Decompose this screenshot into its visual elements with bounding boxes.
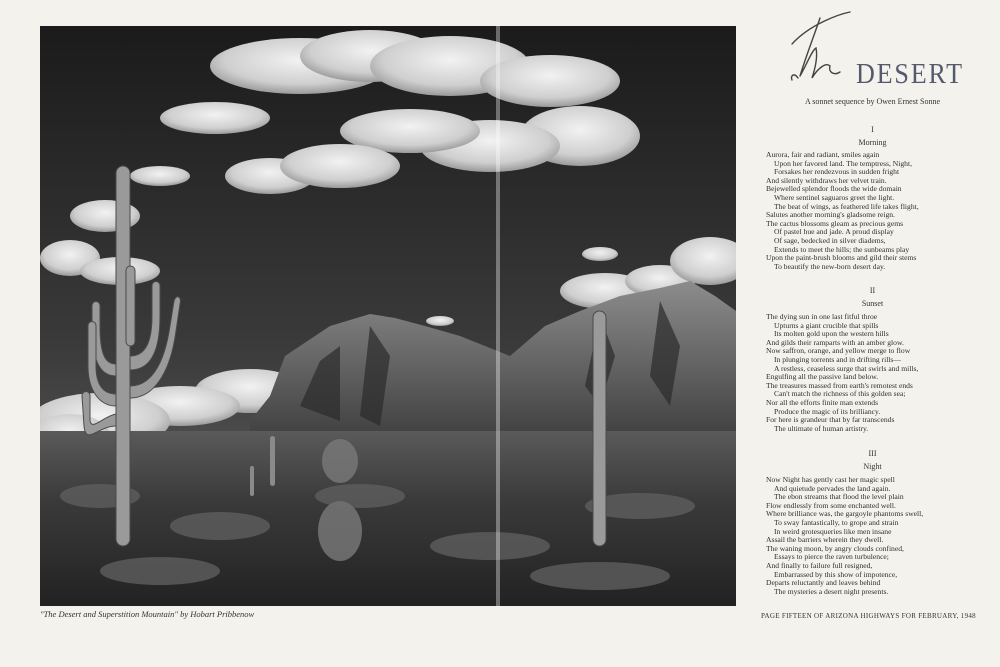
poem-line: The mysteries a desert night presents. xyxy=(774,586,889,596)
desert-photograph xyxy=(40,26,736,606)
section-title: Morning xyxy=(858,138,887,147)
the-script-lettering xyxy=(780,6,860,88)
poem-line: Extends to meet the hills; the sunbeams play xyxy=(774,244,910,254)
poem-line: Of sage, bedecked in silver diadems, xyxy=(774,235,886,245)
poem-line: Upon her favored land. The temptress, Night, xyxy=(774,158,912,168)
poem-line: Forsakes her rendezvous in sudden fright xyxy=(774,167,900,177)
poem-line: In plunging torrents and in drifting rills— xyxy=(774,354,901,364)
poem-line: To beautify the new-born desert day. xyxy=(774,261,886,271)
saguaro-cactus-right xyxy=(593,311,606,546)
poem-line: Bejewelled splendor floods the wide domain xyxy=(766,184,902,194)
poem-line: Aurora, fair and radiant, smiles again xyxy=(766,150,880,159)
poem-line: The dying sun in one last fitful throe xyxy=(766,312,878,321)
poem-line: The cactus blossoms gleam as precious gems xyxy=(766,218,904,228)
section-numeral: III xyxy=(868,449,877,458)
poem-line: Upon the paint-brush blooms and gild their stems xyxy=(766,253,917,263)
poem-line: The ultimate of human artistry. xyxy=(774,423,869,433)
poem-line: Upturns a giant crucible that spills xyxy=(774,320,879,330)
poem-line: Produce the magic of its brilliancy. xyxy=(774,406,881,416)
poem-line: In weird grotesqueries like men insane xyxy=(774,526,892,536)
poem-line: Departs reluctantly and leaves behind xyxy=(766,578,881,588)
poem-line: And finally to failure full resigned, xyxy=(766,560,873,570)
poem-line: Now Night has gently cast her magic spell xyxy=(766,475,895,484)
page-gutter xyxy=(496,26,500,606)
photo-illustration xyxy=(40,26,736,606)
section-title: Sunset xyxy=(861,299,884,308)
poem-line: Now saffron, orange, and yellow merge to flow xyxy=(766,346,911,356)
poem-line: Engulfing all the passive land below. xyxy=(766,372,879,382)
poem-line: The ebon streams that flood the level plain xyxy=(774,492,904,502)
poem-line: Of pastel hue and jade. A proud display xyxy=(774,227,894,237)
poem-line: The beat of wings, as feathered life takes flight, xyxy=(774,201,919,211)
poem-line: A restless, ceaseless surge that swirls and mills, xyxy=(774,363,919,373)
poem-line: Embarrassed by this show of impotence, xyxy=(774,569,898,579)
poem-line: For here is grandeur that by far transcends xyxy=(766,415,895,425)
poem-line: And quietude pervades the land again. xyxy=(774,483,891,493)
sonnet-night xyxy=(766,476,986,596)
section-title: Night xyxy=(863,462,882,471)
poem-line: To sway fantastically, to grope and strain xyxy=(774,517,899,527)
photo-caption: "The Desert and Superstition Mountain" by Hobart Pribbenow xyxy=(40,609,255,619)
title-word: DESERT xyxy=(856,58,964,90)
poem-line: Assail the barriers wherein they dwell. xyxy=(766,535,884,545)
page-footer: PAGE FIFTEEN OF ARIZONA HIGHWAYS FOR FEBRUARY, 1948 xyxy=(761,612,976,620)
section-numeral: I xyxy=(871,125,874,134)
poem-line: Its molten gold upon the western hills xyxy=(774,329,889,339)
subtitle: A sonnet sequence by Owen Ernest Sonne xyxy=(804,97,941,106)
poem-line: Flow endlessly from some enchanted well. xyxy=(766,500,896,510)
section-numeral: II xyxy=(869,286,876,295)
poem-line: Nor all the efforts finite man extends xyxy=(766,397,879,407)
poem-line: The waning moon, by angry clouds confined, xyxy=(766,543,904,553)
sonnet-morning xyxy=(766,151,986,271)
poem-line: The treasures massed from earth's remotest ends xyxy=(766,380,913,390)
poem-line: Salutes another morning's gladsome reign. xyxy=(766,210,895,220)
poem-line: And gilds their ramparts with an amber glow. xyxy=(766,337,904,347)
poem-line: And silently withdraws her velvet train. xyxy=(766,175,887,185)
page-title xyxy=(780,6,980,88)
poem-line: Essays to pierce the raven turbulence; xyxy=(774,552,889,562)
poem-line: Where brilliance was, the gargoyle phantoms swell, xyxy=(766,509,924,519)
sonnet-sunset xyxy=(766,313,986,433)
poem-line: Can't match the richness of this golden sea; xyxy=(774,389,906,399)
poem-line: Where sentinel saguaros greet the light. xyxy=(774,192,895,202)
